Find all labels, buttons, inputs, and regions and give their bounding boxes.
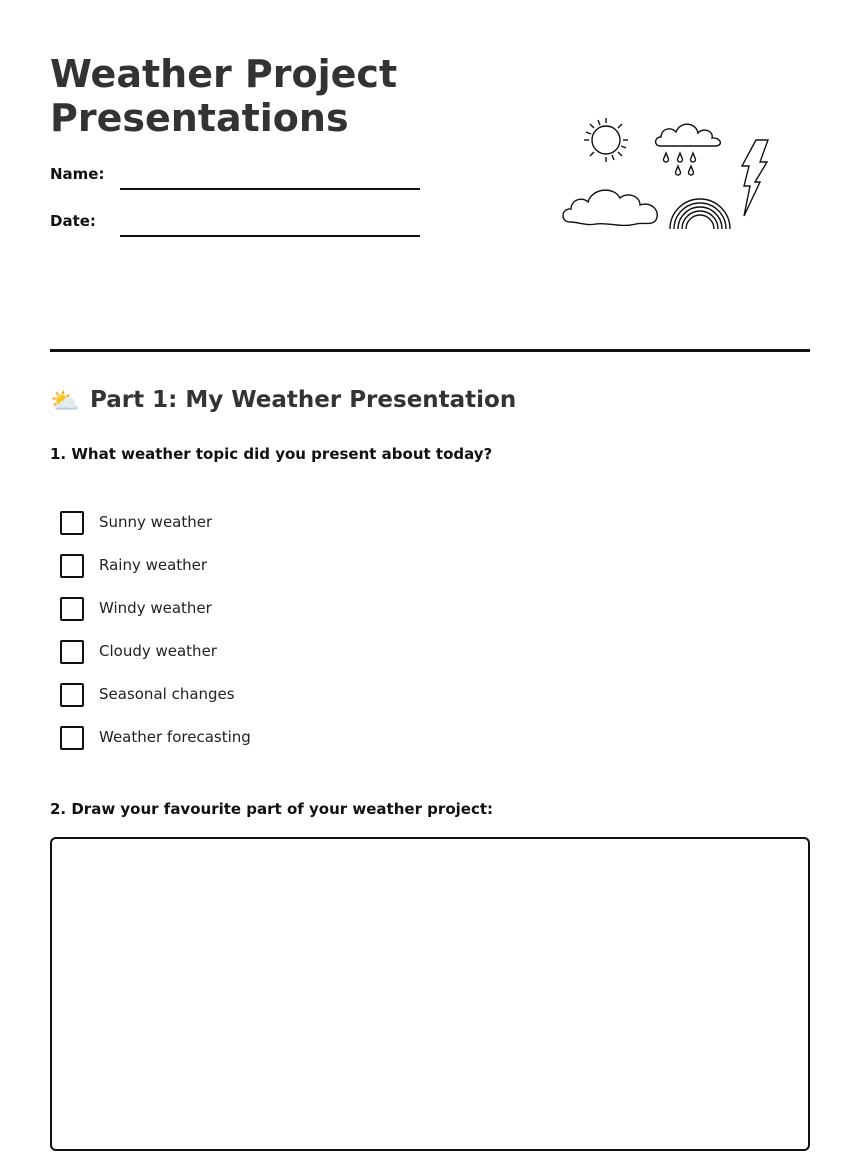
checkbox[interactable]: [60, 554, 84, 578]
option-cloudy[interactable]: [60, 640, 360, 683]
date-field[interactable]: [120, 235, 420, 237]
option-sunny[interactable]: [60, 511, 360, 554]
option-label: Weather forecasting: [99, 728, 251, 746]
option-forecasting[interactable]: [60, 726, 360, 769]
sun-behind-cloud-icon: ⛅: [50, 387, 80, 415]
topic-options: [60, 511, 360, 769]
option-label: Seasonal changes: [99, 685, 235, 703]
option-rainy[interactable]: [60, 554, 360, 597]
option-label: Sunny weather: [99, 513, 213, 531]
weather-illustration: [558, 110, 778, 240]
drawing-area[interactable]: [50, 837, 810, 1151]
date-label: Date:: [50, 212, 96, 230]
name-field-row: [50, 160, 430, 190]
option-label: Rainy weather: [99, 556, 208, 574]
option-windy[interactable]: [60, 597, 360, 640]
option-label: Cloudy weather: [99, 642, 217, 660]
section-heading-text: Part 1: My Weather Presentation: [90, 387, 517, 413]
rainbow-icon: [670, 199, 730, 229]
question-1: 1. What weather topic did you present about today?: [50, 445, 493, 463]
name-field[interactable]: [120, 188, 420, 190]
cloud-icon: [563, 190, 657, 225]
lightning-icon: [742, 140, 768, 216]
title-line-1: Weather Project: [50, 52, 398, 96]
option-label: Windy weather: [99, 599, 212, 617]
checkbox[interactable]: [60, 511, 84, 535]
date-field-row: [50, 207, 430, 237]
section-heading: [50, 387, 516, 421]
question-2: 2. Draw your favourite part of your weather project:: [50, 800, 493, 818]
checkbox[interactable]: [60, 597, 84, 621]
rain-cloud-icon: [656, 124, 721, 175]
checkbox[interactable]: [60, 640, 84, 664]
checkbox[interactable]: [60, 683, 84, 707]
title-line-2: Presentations: [50, 96, 349, 140]
section-divider: [50, 349, 810, 352]
checkbox[interactable]: [60, 726, 84, 750]
sun-icon: [584, 118, 628, 162]
page-title: [50, 52, 470, 140]
option-seasonal[interactable]: [60, 683, 360, 726]
name-label: Name:: [50, 165, 105, 183]
